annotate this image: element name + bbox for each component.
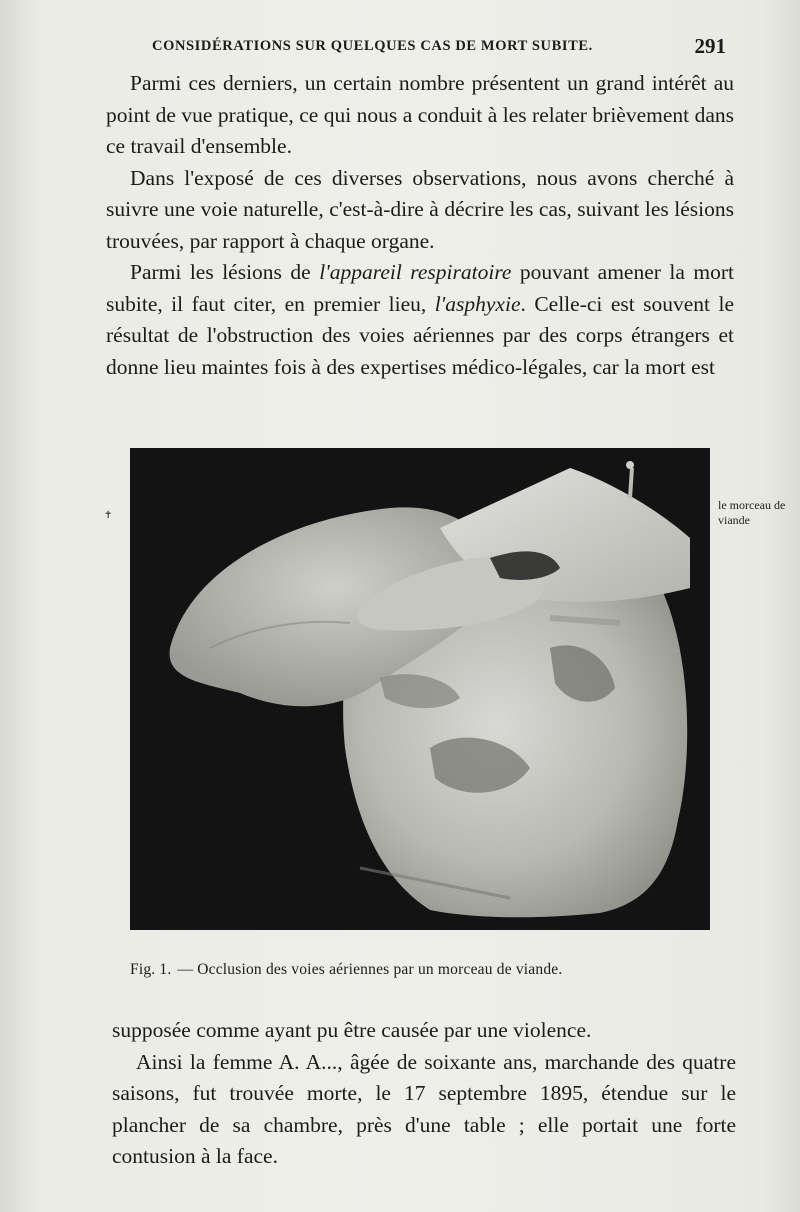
specimen-image xyxy=(130,448,710,930)
paragraph-3 xyxy=(106,257,734,383)
paragraph-3-part-a: Parmi les lésions de xyxy=(130,260,320,284)
paragraph-1: Parmi ces derniers, un certain nombre présentent un grand intérêt au point de vue pratique, ce qui nous a conduit à les relater brièvement dans ce travail d'ensemble. xyxy=(106,71,734,158)
running-title: CONSIDÉRATIONS SUR QUELQUES CAS DE MORT SUBITE. xyxy=(152,38,593,54)
body-text-top xyxy=(106,68,734,383)
paragraph-4: supposée comme ayant pu être causée par une violence. xyxy=(112,1018,592,1042)
figure-annotation: le morceau de viande xyxy=(718,498,786,527)
term-respiratory-apparatus: l'appareil respiratoire xyxy=(319,260,512,284)
running-head xyxy=(152,34,732,60)
paragraph-3-part-b: pouvant amener la mort subite, il faut citer, en premier lieu, xyxy=(106,260,735,316)
figure-label: Fig. 1. xyxy=(130,961,172,978)
page-number: 291 xyxy=(694,34,726,58)
term-asphyxia: l'asphyxie xyxy=(434,291,521,316)
body-text-bottom xyxy=(112,1015,736,1173)
paragraph-5: Ainsi la femme A. A..., âgée de soixante ans, marchande des quatre saisons, fut trouvée morte, le 17 septembre 1895, étendue sur le plancher de sa chambre, près d'une table ; elle portait une forte contusion à la face. xyxy=(112,1049,736,1168)
paragraph-3-part-c: . Celle-ci est souvent le résultat de l'obstruction des voies aériennes par des corps étrangers et donne lieu maintes fois à des expertises médico-légales, car la mort est xyxy=(106,291,734,379)
figure-caption-text: — Occlusion des voies aériennes par un morceau de viande. xyxy=(177,961,563,978)
figure-photograph xyxy=(130,448,710,930)
figure-caption xyxy=(130,961,730,979)
margin-mark: ✝ xyxy=(104,510,113,521)
paragraph-2: Dans l'exposé de ces diverses observations, nous avons cherché à suivre une voie naturelle, c'est-à-dire à décrire les cas, suivant les lésions trouvées, par rapport à chaque organe. xyxy=(106,165,734,253)
